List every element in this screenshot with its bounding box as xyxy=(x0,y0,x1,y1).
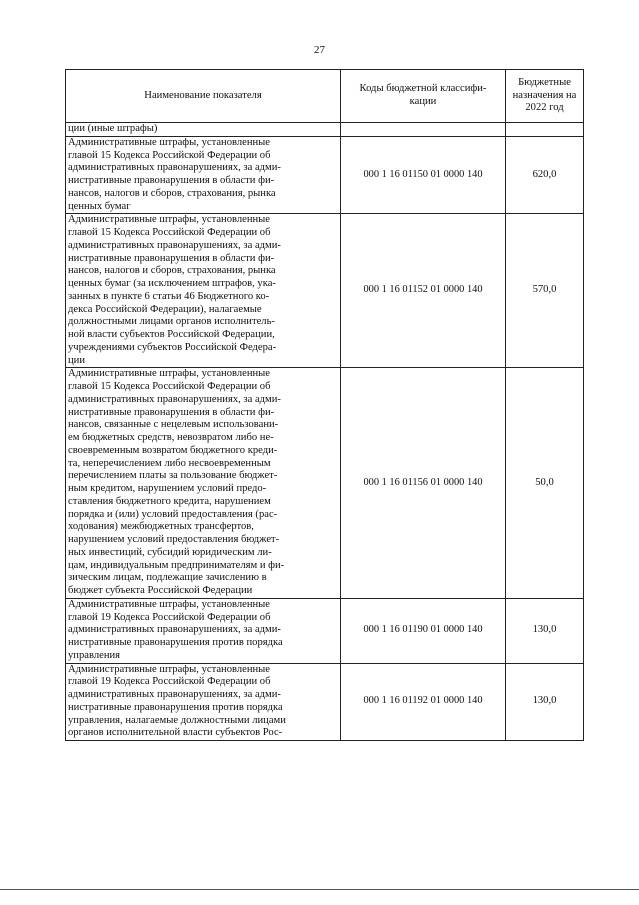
text-line: цам, индивидуальным предпринимателям и фи- xyxy=(68,559,285,571)
text-line: декса Российской Федерации), налагаемые xyxy=(68,303,262,315)
table-row xyxy=(66,136,584,214)
table-row xyxy=(66,368,584,599)
text-line: нансов, налогов и сборов, страхования, рынка xyxy=(68,265,276,277)
text-line: нарушением условий предоставления бюджет- xyxy=(68,534,280,545)
text-line: Административные штрафы, установленные xyxy=(68,214,271,226)
budget-table xyxy=(65,69,584,741)
text-line: Административные штрафы, установленные xyxy=(68,663,271,675)
text-line: административных правонарушениях, за адми- xyxy=(68,162,281,174)
text-line: своевременным возвратом бюджетного креди- xyxy=(68,444,278,456)
text-line: ции (иные штрафы) xyxy=(68,123,158,134)
budget-amount: 130,0 xyxy=(506,663,584,741)
text-line: перечислением платы за пользование бюджет- xyxy=(68,470,278,482)
text-line: главой 15 Кодекса Российской Федерации об xyxy=(68,381,271,392)
text-line: учреждениями субъектов Российской Федера- xyxy=(68,341,277,353)
text-line: управления, налагаемые должностными лицами xyxy=(68,714,286,726)
text-line: Административные штрафы, установленные xyxy=(68,136,271,148)
text-line: административных правонарушениях, за адми- xyxy=(68,393,281,405)
text-line: нистративные правонарушения в области фи- xyxy=(68,252,275,264)
continuation-row xyxy=(66,123,584,137)
text-line: нансов, налогов и сборов, страхования, рынка xyxy=(68,187,276,199)
budget-amount: 620,0 xyxy=(506,136,584,214)
indicator-name xyxy=(66,598,341,663)
table-row xyxy=(66,214,584,368)
budget-amount: 570,0 xyxy=(506,214,584,368)
text-line: ной власти субъектов Российской Федерации, xyxy=(68,329,275,340)
text-line: кации xyxy=(409,96,437,107)
text-line: должностными лицами органов исполнитель- xyxy=(68,316,275,328)
continuation-amount-cell xyxy=(506,123,584,137)
budget-code: 000 1 16 01150 01 0000 140 xyxy=(341,136,506,214)
text-line: Коды бюджетной классифи- xyxy=(359,83,487,95)
indicator-name xyxy=(66,368,341,599)
text-line: главой 19 Кодекса Российской Федерации об xyxy=(68,611,271,623)
text-line: Административные штрафы, установленные xyxy=(68,368,271,380)
header-name xyxy=(66,70,341,123)
budget-amount: 130,0 xyxy=(506,598,584,663)
footer-rule xyxy=(0,889,639,890)
text-line: нистративные правонарушения против порядка xyxy=(68,637,283,648)
text-line: нистративные правонарушения в области фи- xyxy=(68,175,275,186)
text-line: занных в пункте 6 статьи 46 Бюджетного ко- xyxy=(68,290,270,302)
text-line: нансов, связанные с нецелевым использовани- xyxy=(68,419,279,431)
text-line: ценных бумаг xyxy=(68,200,131,212)
indicator-name xyxy=(66,136,341,214)
text-line: ставления бюджетного кредита, нарушением xyxy=(68,495,271,507)
text-line: главой 15 Кодекса Российской Федерации об xyxy=(68,149,271,161)
budget-code: 000 1 16 01152 01 0000 140 xyxy=(341,214,506,368)
page-number: 27 xyxy=(314,44,325,56)
table-header-row xyxy=(66,70,584,123)
budget-code: 000 1 16 01156 01 0000 140 xyxy=(341,368,506,599)
text-line: та, неперечислением либо несвоевременным xyxy=(68,457,271,469)
text-line: ем бюджетных средств, невозвратом либо не- xyxy=(68,432,274,443)
text-line: ным кредитом, нарушением условий предо- xyxy=(68,483,267,494)
text-line: административных правонарушениях, за адми- xyxy=(68,689,281,700)
text-line: Административные штрафы, установленные xyxy=(68,598,271,610)
text-line: нистративные правонарушения в области фи- xyxy=(68,406,275,418)
text-line: административных правонарушениях, за адми- xyxy=(68,624,281,636)
text-line: Наименование показателя xyxy=(144,89,262,101)
header-code xyxy=(341,70,506,123)
text-line: административных правонарушениях, за адми- xyxy=(68,239,281,251)
indicator-name xyxy=(66,663,341,741)
text-line: главой 15 Кодекса Российской Федерации об xyxy=(68,227,271,238)
text-line: нистративные правонарушения против порядка xyxy=(68,701,283,713)
text-line: назначения на xyxy=(512,89,577,101)
indicator-name xyxy=(66,214,341,368)
budget-code: 000 1 16 01192 01 0000 140 xyxy=(341,663,506,741)
continuation-text xyxy=(66,123,341,137)
text-line: зическим лицам, подлежащие зачислению в xyxy=(68,572,267,584)
text-line: ходования) межбюджетных трансфертов, xyxy=(68,521,254,533)
text-line: Бюджетные xyxy=(518,76,571,88)
text-line: порядка и (или) условий предоставления (рас- xyxy=(68,508,278,520)
text-line: бюджет субъекта Российской Федерации xyxy=(68,585,253,596)
budget-amount: 50,0 xyxy=(506,368,584,599)
table-row xyxy=(66,598,584,663)
text-line: ценных бумаг (за исключением штрафов, ука- xyxy=(68,278,276,289)
text-line: ных инвестиций, субсидий юридическим ли- xyxy=(68,546,272,558)
header-amount xyxy=(506,70,584,123)
text-line: 2022 год xyxy=(525,102,564,114)
budget-code: 000 1 16 01190 01 0000 140 xyxy=(341,598,506,663)
text-line: ции xyxy=(68,354,86,366)
table-body xyxy=(66,123,584,741)
table-row xyxy=(66,663,584,741)
continuation-code-cell xyxy=(341,123,506,137)
text-line: органов исполнительной власти субъектов Рос- xyxy=(68,727,283,739)
text-line: главой 19 Кодекса Российской Федерации об xyxy=(68,676,271,688)
text-line: управления xyxy=(68,649,121,661)
